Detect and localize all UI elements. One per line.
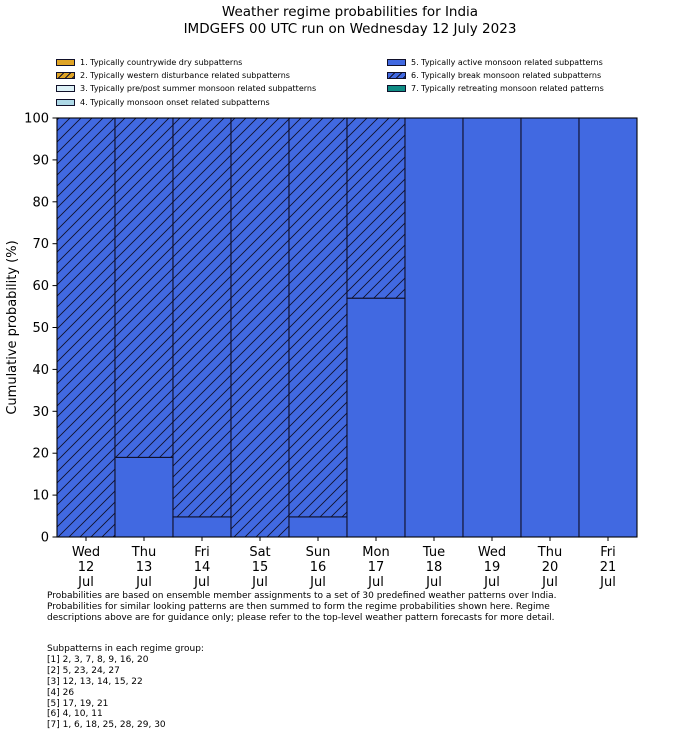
subpattern-group: [7] 1, 6, 18, 25, 28, 29, 30 <box>47 720 166 731</box>
subpattern-heading: Subpatterns in each regime group: <box>47 644 204 654</box>
x-tick-label: 21 <box>599 560 617 575</box>
y-tick-label: 30 <box>32 404 49 420</box>
x-tick-label: Thu <box>131 545 157 560</box>
legend-item-label: 1. Typically countrywide dry subpatterns <box>80 58 243 68</box>
bar-segment-hatch <box>173 118 231 517</box>
x-tick-label: 16 <box>309 560 327 575</box>
y-axis-label: Cumulative probability (%) <box>5 240 20 415</box>
x-tick-label: Sat <box>249 545 271 560</box>
x-tick-label: Jul <box>136 575 152 590</box>
y-tick-label: 80 <box>32 195 49 211</box>
y-tick-label: 90 <box>32 153 49 169</box>
bar-segment <box>463 118 521 537</box>
bar-segment <box>579 118 637 537</box>
x-tick-label: Jul <box>368 575 384 590</box>
x-tick-label: Jul <box>252 575 268 590</box>
subpattern-group: [3] 12, 13, 14, 15, 22 <box>47 676 143 687</box>
x-tick-label: 18 <box>425 560 443 575</box>
legend-item-5 <box>387 56 604 69</box>
bar-segment-hatch <box>347 118 405 298</box>
x-tick-label: 14 <box>193 560 211 575</box>
bar-segment <box>289 517 347 537</box>
regime-2-swatch-icon <box>56 72 75 79</box>
y-tick-label: 70 <box>32 237 49 253</box>
x-tick-label: Jul <box>542 575 558 590</box>
x-tick-label: Jul <box>600 575 616 590</box>
legend-item-label: 5. Typically active monsoon related subpatterns <box>411 58 603 68</box>
x-tick-label: Jul <box>194 575 210 590</box>
x-tick-label: Sun <box>305 545 331 560</box>
x-tick-label: Jul <box>484 575 500 590</box>
subpattern-list <box>47 644 447 731</box>
legend-item-6 <box>387 69 604 82</box>
x-tick-label: Jul <box>426 575 442 590</box>
regime-7-swatch-icon <box>387 85 406 92</box>
footer-line: Probabilities are based on ensemble member assignments to a set of 30 predefined weather patterns over India. <box>47 591 557 601</box>
chart-title-block <box>0 4 700 38</box>
subpattern-group: [2] 5, 23, 24, 27 <box>47 665 120 676</box>
legend-item-label: 3. Typically pre/post summer monsoon related subpatterns <box>80 84 317 94</box>
x-axis <box>72 537 616 590</box>
subpattern-group: [4] 26 <box>47 687 75 698</box>
bar-segment <box>115 457 173 537</box>
y-tick-label: 50 <box>32 321 49 336</box>
bar-segment <box>347 298 405 537</box>
x-tick-label: Wed <box>477 545 507 560</box>
y-tick-label: 40 <box>32 362 49 378</box>
legend-item-label: 7. Typically retreating monsoon related patterns <box>411 84 604 94</box>
bar-segment <box>405 118 463 537</box>
legend-item-7 <box>387 82 604 95</box>
y-tick-label: 20 <box>32 446 49 462</box>
x-tick-label: Thu <box>537 545 563 560</box>
bar-segment-hatch <box>115 118 173 457</box>
x-tick-label: Mon <box>362 545 390 560</box>
bar-segment-hatch <box>231 118 289 537</box>
x-tick-label: Jul <box>310 575 326 590</box>
bar-segment <box>173 517 231 537</box>
x-tick-label: Tue <box>422 545 446 560</box>
regime-6-swatch-icon <box>387 72 406 79</box>
x-tick-label: Fri <box>194 545 210 560</box>
x-tick-label: 12 <box>77 560 95 575</box>
bar-segment-hatch <box>289 118 347 517</box>
legend-item-label: 4. Typically monsoon onset related subpatterns <box>80 97 270 107</box>
bar-segment <box>521 118 579 537</box>
x-tick-label: 19 <box>483 560 501 575</box>
y-tick-label: 10 <box>32 488 49 504</box>
chart-subtitle: IMDGEFS 00 UTC run on Wednesday 12 July 2023 <box>183 21 517 37</box>
regime-5-swatch-icon <box>387 59 406 66</box>
footer-line: Probabilities for similar looking patterns are then summed to form the regime probabilities shown here. Regime <box>47 602 550 612</box>
footer-line: descriptions above are for guidance only; please refer to the top-level weather pattern forecasts for more detail. <box>47 613 555 623</box>
x-tick-label: Fri <box>600 545 616 560</box>
x-tick-label: Jul <box>78 575 94 590</box>
y-tick-label: 100 <box>24 111 49 127</box>
subpattern-group: [1] 2, 3, 7, 8, 9, 16, 20 <box>47 654 149 665</box>
x-tick-label: 17 <box>367 560 385 575</box>
subpattern-group: [6] 4, 10, 11 <box>47 709 103 720</box>
legend-item-3 <box>56 82 316 95</box>
chart-title: Weather regime probabilities for India <box>221 4 479 20</box>
footer-note <box>47 591 677 624</box>
chart-area <box>0 97 700 592</box>
y-tick-label: 60 <box>32 279 49 295</box>
bars <box>57 118 637 537</box>
legend-item-2 <box>56 69 316 82</box>
bar-segment-hatch <box>57 118 115 537</box>
regime-3-swatch-icon <box>56 85 75 92</box>
y-axis <box>24 112 57 546</box>
subpattern-group: [5] 17, 19, 21 <box>47 698 109 709</box>
x-tick-label: 20 <box>541 560 559 575</box>
legend-item-label: 2. Typically western disturbance related subpatterns <box>80 71 290 81</box>
x-tick-label: 13 <box>135 560 153 575</box>
x-tick-label: 15 <box>251 560 269 575</box>
stacked-bar-chart <box>0 97 700 592</box>
legend-item-label: 6. Typically break monsoon related subpatterns <box>411 71 602 81</box>
x-tick-label: Wed <box>71 545 101 560</box>
y-tick-label: 0 <box>40 530 49 546</box>
regime-1-swatch-icon <box>56 59 75 66</box>
legend-item-1 <box>56 56 316 69</box>
legend-column-2 <box>387 56 604 96</box>
